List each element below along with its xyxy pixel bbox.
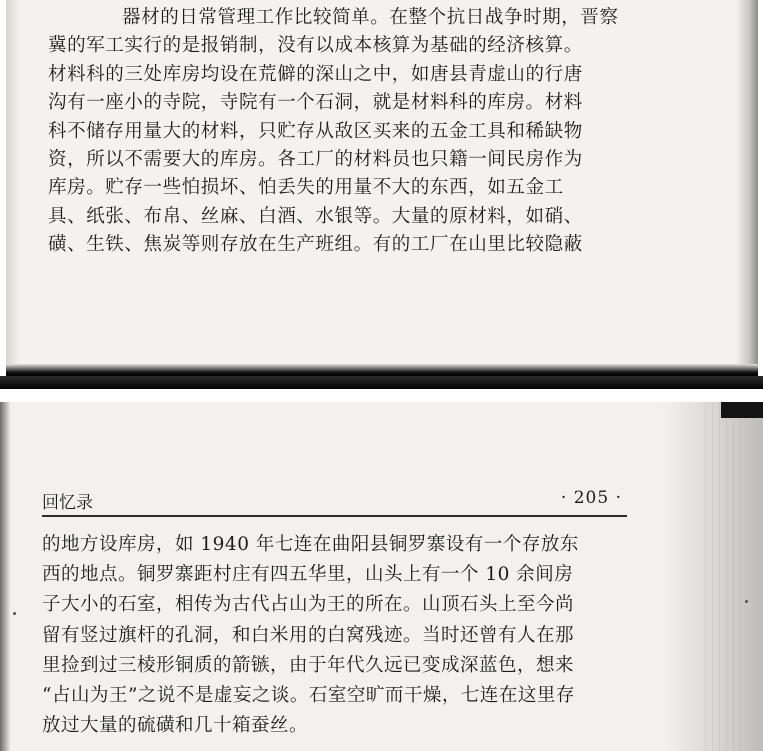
text-line: 材料科的三处库房均设在荒僻的深山之中，如唐县青虚山的行唐: [48, 63, 583, 85]
running-header: [42, 488, 622, 512]
text-line: 科不储存用量大的材料，只贮存从敌区买来的五金工具和稀缺物: [48, 120, 583, 142]
top-page-body-text: [48, 4, 716, 260]
text-line: 资，所以不需要大的库房。各工厂的材料员也只籍一间民房作为: [48, 149, 583, 171]
bottom-page-body-text: [42, 530, 642, 741]
page-shadow-right: [736, 0, 758, 376]
page-stack-lines: [705, 402, 745, 751]
text-line: 西的地点。铜罗寨距村庄有四五华里，山头上有一个 10 余间房: [42, 564, 574, 586]
page-shadow-left: [0, 402, 10, 751]
bottom-page-scan: [0, 402, 763, 751]
text-line: 沟有一座小的寺院，寺院有一个石洞，就是材料科的库房。材料: [48, 92, 583, 114]
text-line: 的地方设库房，如 1940 年七连在曲阳县铜罗寨设有一个存放东: [42, 534, 579, 555]
text-line: 放过大量的硫磺和几十箱蚕丝。: [42, 715, 309, 737]
top-page-scan: [6, 0, 758, 376]
text-line: 留有竖过旗杆的孔洞，和白米用的白窝残迹。当时还曾有人在那: [42, 624, 575, 646]
scan-speck: [13, 612, 16, 615]
text-line: 器材的日常管理工作比较简单。在整个抗日战争时期，晋察: [122, 7, 619, 28]
page-bottom-edge: [6, 364, 758, 376]
text-line: 冀的军工实行的是报销制，没有以成本核算为基础的经济核算。: [48, 35, 583, 57]
text-line: “占山为王”之说不是虚妄之谈。石室空旷而干燥，七连在这里存: [42, 685, 575, 707]
header-rule: [42, 515, 627, 517]
text-line: 库房。贮存一些怕损坏、怕丢失的用量不大的东西，如五金工: [48, 177, 564, 199]
scan-shadow-band: [0, 376, 763, 389]
scan-corner-shadow: [721, 402, 763, 418]
text-line: 子大小的石室，相传为古代占山为王的所在。山顶石头上至今尚: [42, 594, 575, 616]
text-line: 里捡到过三棱形铜质的箭镞，由于年代久远已变成深蓝色，想来: [42, 654, 575, 676]
text-line: 具、纸张、布帛、丝麻、白酒、水银等。大量的原材料，如硝、: [48, 205, 583, 227]
page-shadow-left: [6, 0, 20, 376]
page-separator: [0, 376, 763, 402]
running-title: 回忆录: [42, 493, 93, 513]
text-line: 磺、生铁、焦炭等则存放在生产班组。有的工厂在山里比较隐蔽: [48, 234, 583, 256]
page-number: · 205 ·: [560, 488, 622, 508]
scan-speck: [745, 600, 748, 603]
